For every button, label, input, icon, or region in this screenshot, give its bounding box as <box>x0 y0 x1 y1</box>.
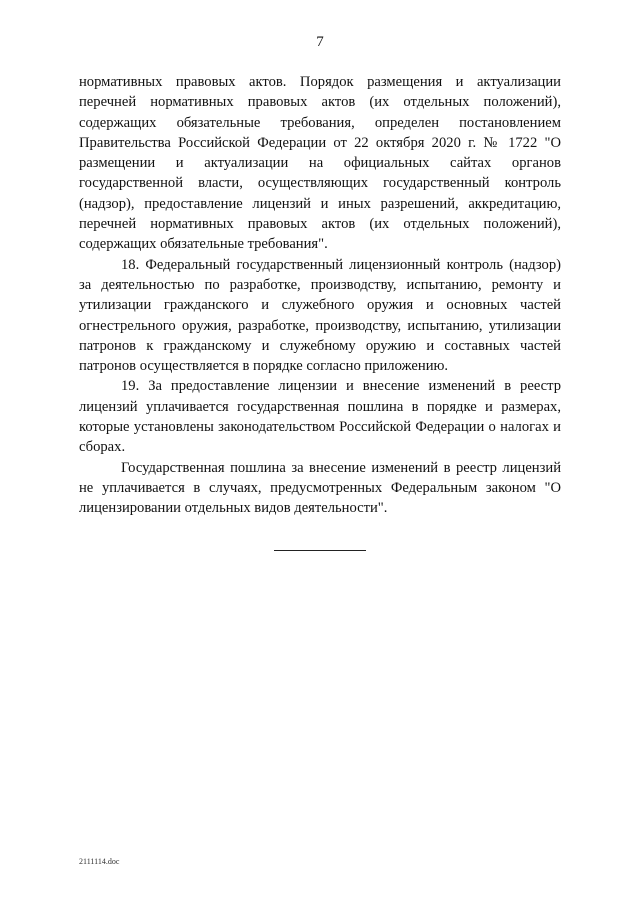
paragraph-duty-exemption: Государственная пошлина за внесение изменений в реестр лицензий не уплачивается в случаях, предусмотренных Федеральным законом "О лицензировании отдельных видов деятельности". <box>79 459 561 517</box>
paragraph-19: 19. За предоставление лицензии и внесение изменений в реестр лицензий уплачивается государственная пошлина в порядке и размерах, которые установлены законодательством Российской Федерации о налогах и сборах. <box>79 378 561 456</box>
file-reference: 2111114.doc <box>79 857 120 866</box>
paragraph-intro: нормативных правовых актов. Порядок размещения и актуализации перечней нормативных правовых актов (их отдельных положений), содержащих обязательные требования, определен постановлением Правительства Российской Федерации от 22 октября 2020 г. № 1722 "О размещении и актуализации на официальных сайтах органов государственной власти, осуществляющих государственный контроль (надзор), предоставление лицензий и иных разрешений, аккредитацию, перечней нормативных правовых актов (их отдельных положений), содержащих обязательные требования". <box>79 74 561 253</box>
document-body <box>79 72 561 519</box>
paragraph-18: 18. Федеральный государственный лицензионный контроль (надзор) за деятельностью по разработке, производству, испытанию, ремонту и утилизации гражданского и служебного оружия и основных частей огнестрельного оружия, разработке, производству, испытанию, утилизации патронов к гражданскому и служебному оружию и составных частей патронов осуществляется в порядке согласно приложению. <box>79 256 561 375</box>
page-number: 7 <box>316 34 324 50</box>
end-separator-line <box>274 550 366 551</box>
